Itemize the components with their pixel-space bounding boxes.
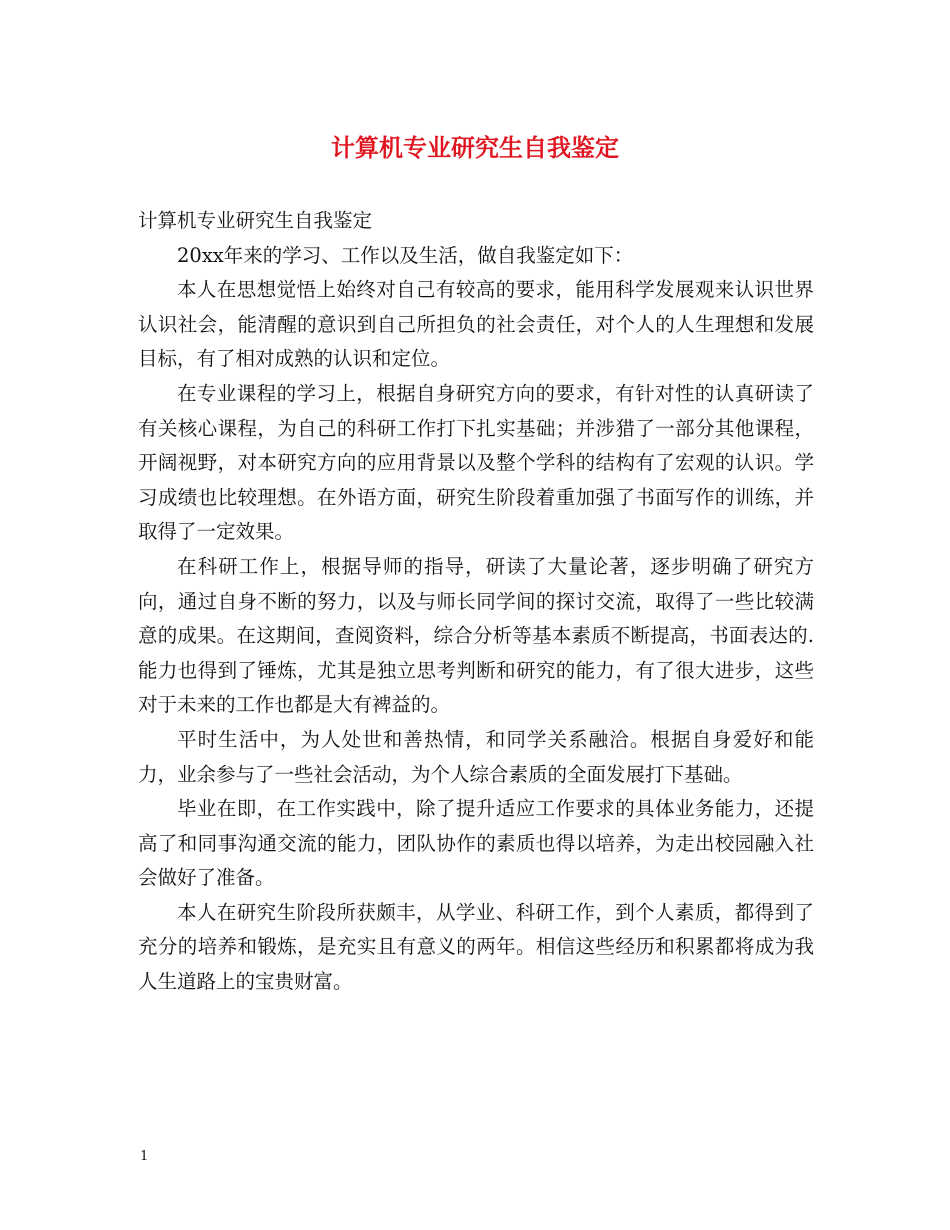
paragraph-graduation: 毕业在即，在工作实践中，除了提升适应工作要求的具体业务能力，还提高了和同事沟通交流的能力，团队协作的素质也得以培养，为走出校园融入社会做好了准备。 <box>138 797 814 890</box>
document-subtitle: 计算机专业研究生自我鉴定 <box>138 209 373 232</box>
document-title: 计算机专业研究生自我鉴定 <box>331 133 619 162</box>
paragraph-intro: 20xx年来的学习、工作以及生活，做自我鉴定如下： <box>177 243 634 267</box>
page-number: 1 <box>140 1149 149 1164</box>
document-body <box>138 204 814 1000</box>
paragraph-ideology: 本人在思想觉悟上始终对自己有较高的要求，能用科学发展观来认识世界认识社会，能清醒的意识到自己所担负的社会责任，对个人的人生理想和发展目标，有了相对成熟的认识和定位。 <box>138 278 814 371</box>
paragraph-daily-life: 平时生活中，为人处世和善热情，和同学关系融洽。根据自身爱好和能力，业余参与了一些社会活动，为个人综合素质的全面发展打下基础。 <box>138 727 814 786</box>
paragraph-summary: 本人在研究生阶段所获颇丰，从学业、科研工作，到个人素质，都得到了充分的培养和锻炼，是充实且有意义的两年。相信这些经历和积累都将成为我人生道路上的宝贵财富。 <box>138 900 814 994</box>
paragraph-coursework: 在专业课程的学习上，根据自身研究方向的要求，有针对性的认真研读了有关核心课程，为自己的科研工作打下扎实基础；并涉猎了一部分其他课程，开阔视野，对本研究方向的应用背景以及整个学科的结构有了宏观的认识。学习成绩也比较理想。在外语方面，研究生阶段着重加强了书面写作的训练，并取得了一定效果。 <box>138 381 814 544</box>
paragraph-research: 在科研工作上，根据导师的指导，研读了大量论著，逐步明确了研究方向，通过自身不断的努力，以及与师长同学间的探讨交流，取得了一些比较满意的成果。在这期间，查阅资料，综合分析等基本素质不断提高，书面表达的.能力也得到了锤炼，尤其是独立思考判断和研究的能力，有了很大进步，这些对于未来的工作也都是大有裨益的。 <box>138 554 814 717</box>
